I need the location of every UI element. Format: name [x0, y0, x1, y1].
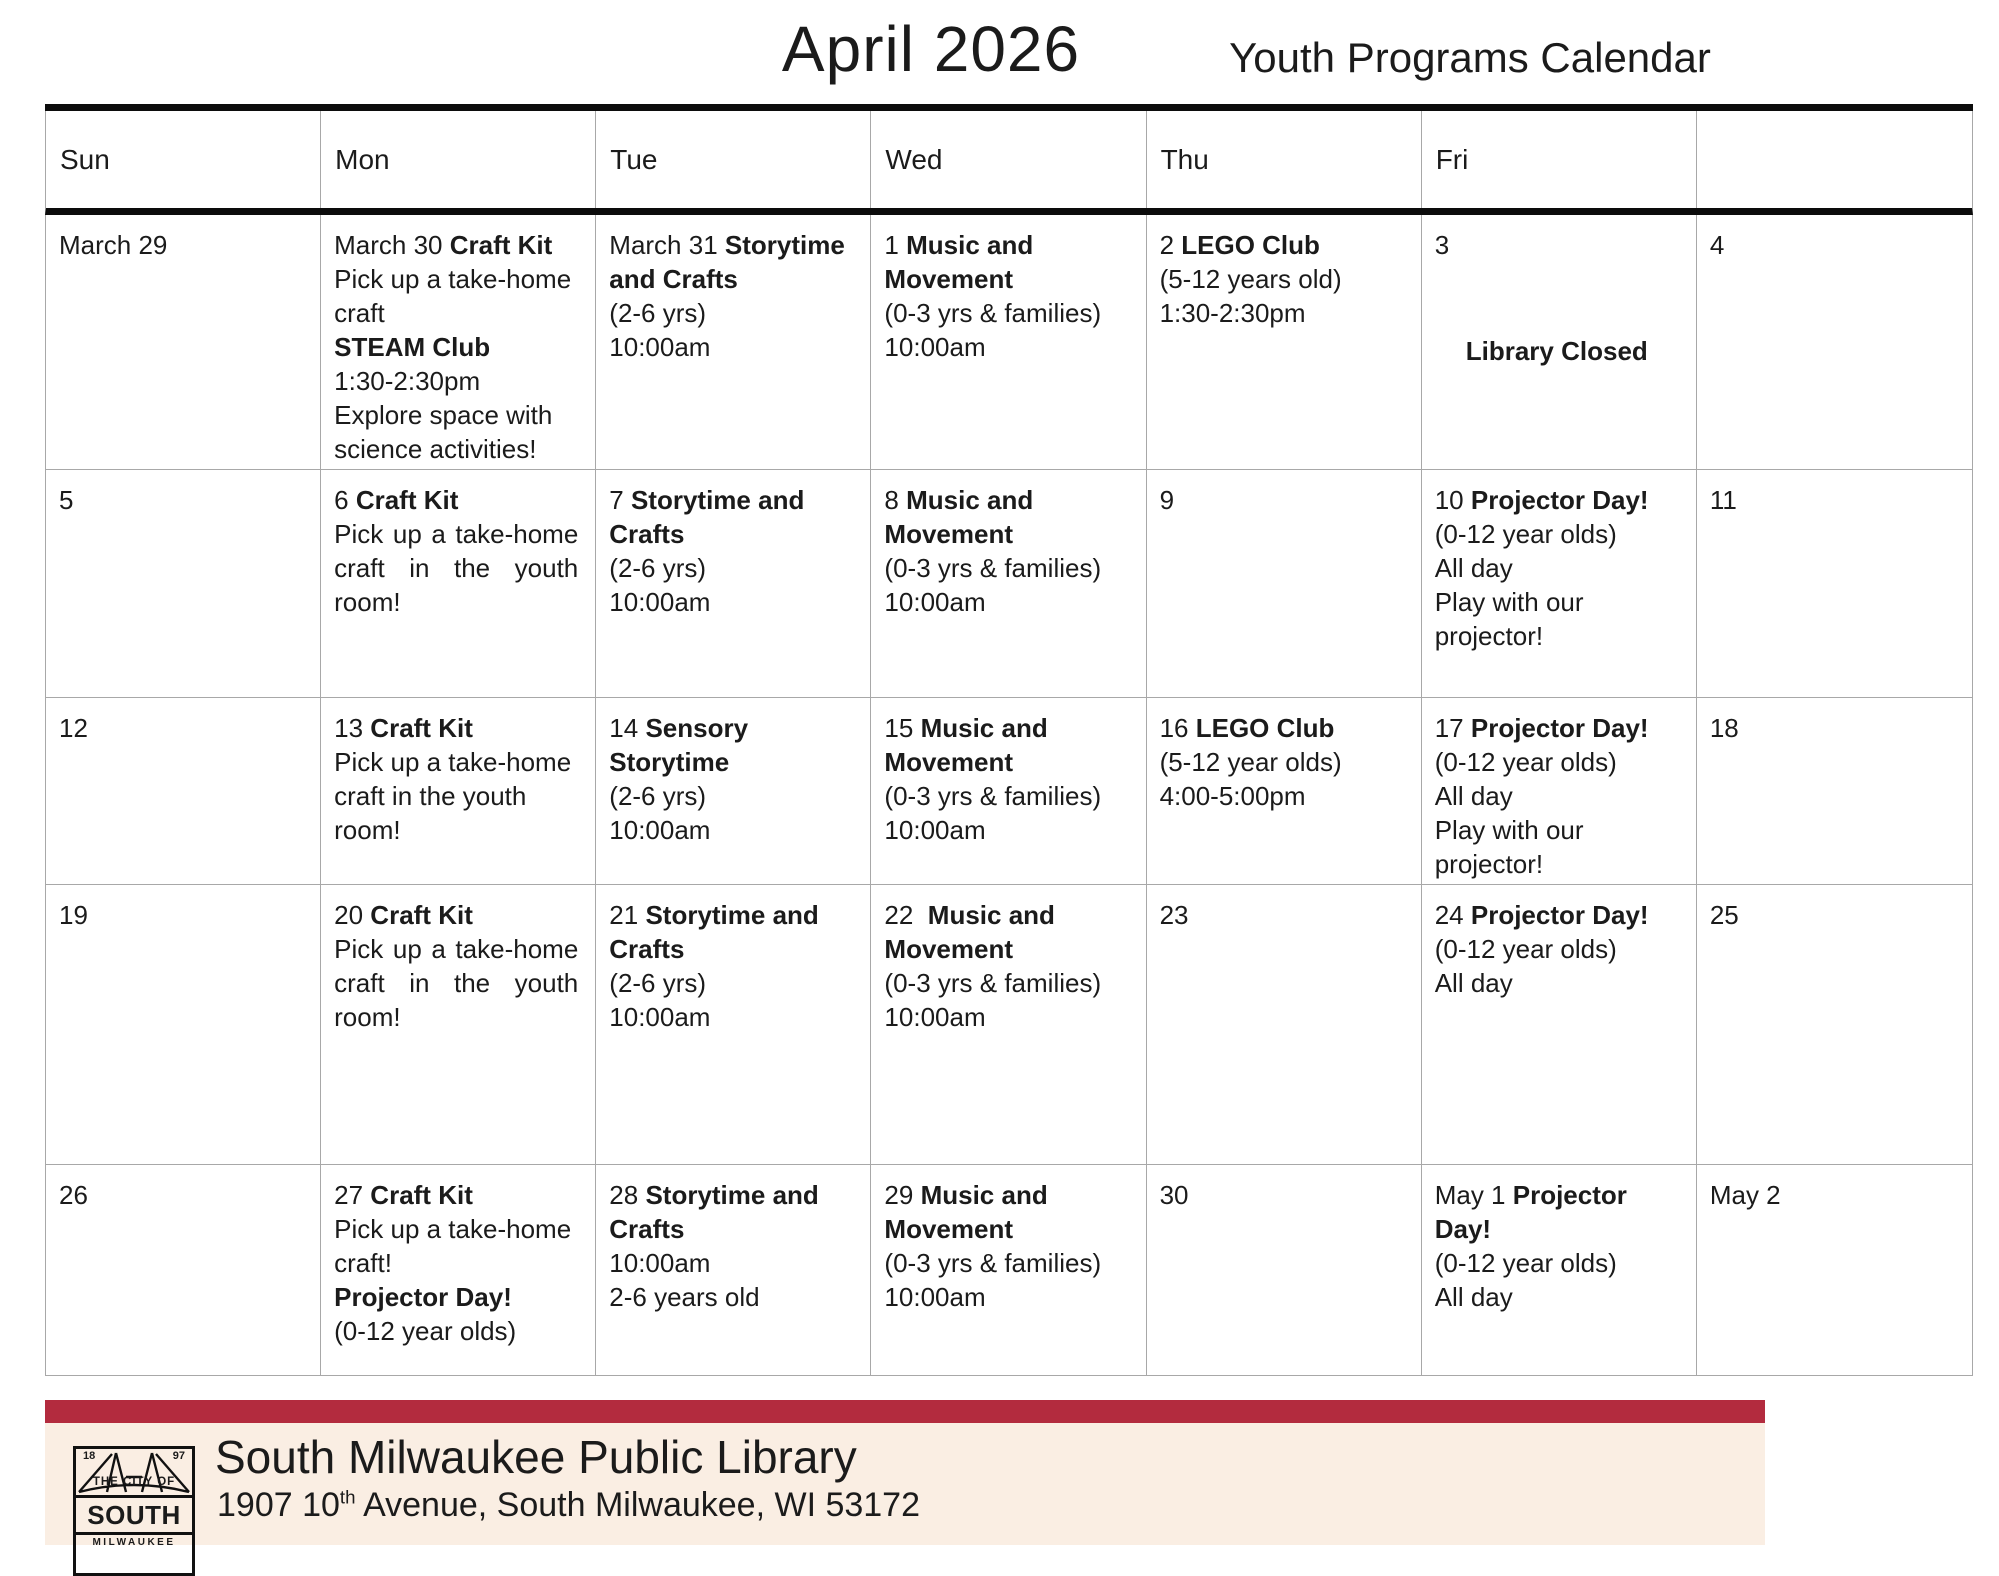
- day-cell: [321, 215, 596, 469]
- cell-line: All day: [1434, 781, 1513, 811]
- month-title: April 2026: [781, 13, 1081, 85]
- cell-line: Pick up a take-home craft!: [334, 1214, 572, 1278]
- day-cell: [321, 1165, 596, 1375]
- cell-line: Library Closed: [1465, 336, 1648, 366]
- day-cell: [1147, 885, 1422, 1164]
- day-cell: [1147, 215, 1422, 469]
- day-cell: [321, 470, 596, 697]
- day-cell: [596, 698, 871, 884]
- cell-line: 1:30-2:30pm: [334, 366, 481, 396]
- cell-line: (0-12 year olds): [334, 1316, 517, 1346]
- cell-line: 27 Craft Kit: [334, 1180, 473, 1210]
- day-cell: [871, 470, 1146, 697]
- bridge-icon: [76, 1450, 192, 1499]
- cell-line: 15 Music and Movement: [884, 713, 1048, 777]
- cell-line: 13 Craft Kit: [334, 713, 473, 743]
- footer-band: [45, 1400, 1765, 1548]
- cell-line: (0-12 year olds): [1434, 934, 1617, 964]
- weekday-header-thu: Thu: [1147, 111, 1422, 208]
- day-cell: [1422, 698, 1697, 884]
- cell-line: All day: [1434, 1282, 1513, 1312]
- cell-line: Pick up a take-home craft in the youth room!: [334, 934, 579, 1032]
- logo-city-name-milwaukee: MILWAUKEE: [92, 1537, 176, 1548]
- weekday-header-tue: Tue: [596, 111, 871, 208]
- cell-line: 24 Projector Day!: [1434, 900, 1649, 930]
- cell-line: 22 Music and Movement: [884, 900, 1055, 964]
- cell-line: 20 Craft Kit: [334, 900, 473, 930]
- week-row: [45, 470, 1973, 698]
- library-address: [217, 1486, 920, 1525]
- cell-line: 10:00am: [609, 332, 711, 362]
- day-cell: [596, 215, 871, 469]
- cell-line: 14 Sensory Storytime: [609, 713, 749, 777]
- cell-line: 10:00am: [609, 815, 711, 845]
- cell-line: (0-12 year olds): [1434, 747, 1617, 777]
- address-suffix: Avenue, South Milwaukee, WI 53172: [355, 1486, 921, 1524]
- cell-line: 9: [1159, 485, 1175, 515]
- cell-line: 3: [1434, 230, 1450, 260]
- cell-line: All day: [1434, 553, 1513, 583]
- cell-line: (5-12 years old): [1159, 264, 1342, 294]
- day-cell: [1147, 698, 1422, 884]
- weekday-header-row: [45, 111, 1973, 215]
- cell-line: March 30 Craft Kit: [334, 230, 553, 260]
- address-ordinal-suffix: th: [339, 1486, 356, 1508]
- weekday-header-sun: Sun: [46, 111, 321, 208]
- day-cell: [321, 885, 596, 1164]
- cell-line: March 31 Storytime and Crafts: [609, 230, 845, 294]
- day-cell: [1697, 1165, 1972, 1375]
- address-prefix: 1907 10: [217, 1486, 340, 1524]
- cell-line: 10:00am: [609, 1248, 711, 1278]
- day-cell: [596, 1165, 871, 1375]
- day-cell: [46, 885, 321, 1164]
- cell-line: May 2: [1709, 1180, 1781, 1210]
- day-cell: [46, 1165, 321, 1375]
- cell-line: March 29: [59, 230, 168, 260]
- cell-line: Projector Day!: [334, 1282, 512, 1312]
- cell-line: Play with our projector!: [1434, 587, 1584, 651]
- day-cell: [1422, 215, 1697, 469]
- cell-line: Pick up a take-home craft in the youth room!: [334, 519, 579, 617]
- cell-line: (2-6 yrs): [609, 298, 707, 328]
- cell-line: 1:30-2:30pm: [1159, 298, 1306, 328]
- day-cell: [46, 698, 321, 884]
- cell-line: (0-3 yrs & families): [884, 298, 1102, 328]
- calendar-table: [45, 104, 1973, 1376]
- day-cell: [321, 698, 596, 884]
- cell-line: 10:00am: [609, 1002, 711, 1032]
- cell-line: 10:00am: [884, 1002, 986, 1032]
- cell-line: 6 Craft Kit: [334, 485, 459, 515]
- logo-city-of-label: THE CITY OF: [92, 1476, 176, 1488]
- cell-line: All day: [1434, 968, 1513, 998]
- cell-line: (2-6 yrs): [609, 781, 707, 811]
- cell-line: 1 Music and Movement: [884, 230, 1034, 294]
- footer-accent-bar: [45, 1400, 1765, 1423]
- cell-line: 25: [1709, 900, 1739, 930]
- cell-line: (0-3 yrs & families): [884, 968, 1102, 998]
- cell-line: 10:00am: [884, 1282, 986, 1312]
- cell-line: 7 Storytime and Crafts: [609, 485, 805, 549]
- day-cell: [1697, 470, 1972, 697]
- cell-line: 2 LEGO Club: [1159, 230, 1320, 260]
- cell-line: Pick up a take-home craft in the youth room!: [334, 747, 572, 845]
- cell-line: (5-12 year olds): [1159, 747, 1342, 777]
- calendar-weeks: [45, 215, 1973, 1376]
- cell-line: 16 LEGO Club: [1159, 713, 1335, 743]
- day-cell: [871, 1165, 1146, 1375]
- cell-line: (0-12 year olds): [1434, 1248, 1617, 1278]
- cell-line: 19: [59, 900, 88, 930]
- day-cell: [871, 698, 1146, 884]
- cell-line: 11: [1709, 485, 1737, 515]
- library-name: South Milwaukee Public Library: [215, 1431, 857, 1483]
- cell-line: 10:00am: [609, 587, 711, 617]
- cell-line: 17 Projector Day!: [1434, 713, 1649, 743]
- day-cell: [46, 215, 321, 469]
- cell-line: Explore space with science activities!: [334, 400, 553, 464]
- cell-line: 4:00-5:00pm: [1159, 781, 1306, 811]
- day-cell: [1422, 1165, 1697, 1375]
- logo-year-right: 97: [172, 1450, 185, 1462]
- cell-line: 28 Storytime and Crafts: [609, 1180, 819, 1244]
- day-cell: [1422, 470, 1697, 697]
- cell-line: 10:00am: [884, 587, 986, 617]
- cell-line: 21 Storytime and Crafts: [609, 900, 819, 964]
- day-cell: [596, 885, 871, 1164]
- week-row: [45, 885, 1973, 1165]
- day-cell: [1697, 698, 1972, 884]
- cell-line: 29 Music and Movement: [884, 1180, 1048, 1244]
- day-cell: [1697, 215, 1972, 469]
- weekday-header-mon: Mon: [321, 111, 596, 208]
- cell-line: Pick up a take-home craft: [334, 264, 572, 328]
- cell-line: (2-6 yrs): [609, 968, 707, 998]
- cell-line: 23: [1159, 900, 1189, 930]
- cell-line: 26: [59, 1180, 88, 1210]
- cell-line: Play with our projector!: [1434, 815, 1584, 879]
- cell-line: 10 Projector Day!: [1434, 485, 1649, 515]
- day-cell: [1697, 885, 1972, 1164]
- day-cell: [871, 885, 1146, 1164]
- cell-line: (2-6 yrs): [609, 553, 707, 583]
- cell-line: 2-6 years old: [609, 1282, 760, 1312]
- weekday-header-fri: Fri: [1422, 111, 1697, 208]
- cell-line: (0-12 year olds): [1434, 519, 1617, 549]
- cell-line: 8 Music and Movement: [884, 485, 1034, 549]
- day-cell: [1147, 470, 1422, 697]
- cell-line: 18: [1709, 713, 1739, 743]
- cell-line: (0-3 yrs & families): [884, 781, 1102, 811]
- day-cell: [46, 470, 321, 697]
- day-cell: [596, 470, 871, 697]
- weekday-header-blank: [1697, 111, 1972, 208]
- weekday-header-wed: Wed: [871, 111, 1146, 208]
- week-row: [45, 1165, 1973, 1376]
- cell-line: 10:00am: [884, 815, 986, 845]
- cell-line: (0-3 yrs & families): [884, 1248, 1102, 1278]
- cell-line: (0-3 yrs & families): [884, 553, 1102, 583]
- day-cell: [871, 215, 1146, 469]
- calendar-subtitle: Youth Programs Calendar: [1229, 34, 1711, 81]
- logo-rule-2: [76, 1532, 192, 1535]
- cell-line: 5: [59, 485, 74, 515]
- cell-line: May 1 Projector Day!: [1434, 1180, 1627, 1244]
- week-row: [45, 215, 1973, 470]
- day-cell: [1147, 1165, 1422, 1375]
- cell-line: 12: [59, 713, 88, 743]
- logo-rule: [76, 1495, 192, 1498]
- cell-line: STEAM Club: [334, 332, 491, 362]
- cell-line: 30: [1159, 1180, 1189, 1210]
- library-logo: [73, 1446, 195, 1576]
- cell-line: 10:00am: [884, 332, 986, 362]
- week-row: [45, 698, 1973, 885]
- day-cell: [1422, 885, 1697, 1164]
- logo-year-left: 18: [83, 1450, 96, 1462]
- logo-city-name-south: SOUTH: [87, 1500, 181, 1530]
- cell-line: 4: [1709, 230, 1725, 260]
